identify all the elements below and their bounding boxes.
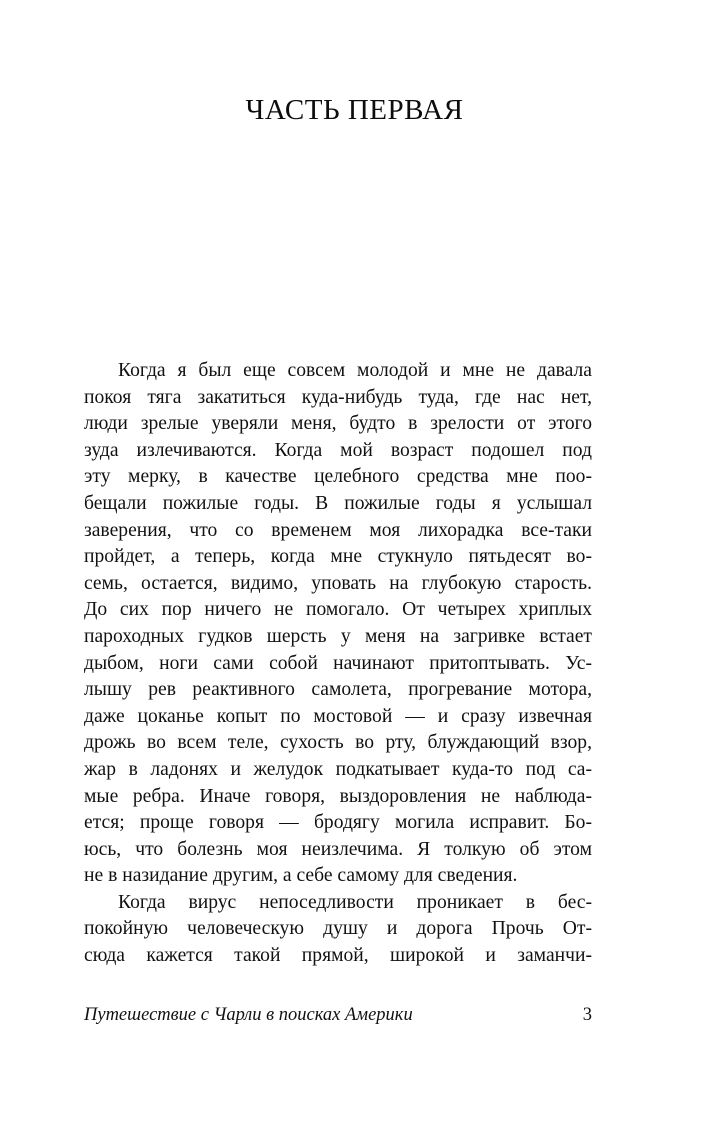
running-title: Путешествие с Чарли в поисках Америки <box>84 1005 413 1025</box>
text-line: покойную человеческую душу и дорога Прочь От- <box>84 918 592 940</box>
text-line: сюда кажется такой прямой, широкой и заманчи- <box>84 945 592 967</box>
text-line: пройдет, а теперь, когда мне стукнуло пятьдесят во- <box>84 546 592 568</box>
text-line: семь, остается, видимо, уповать на глубокую старость. <box>84 572 592 594</box>
text-line: жар в ладонях и желудок подкатывает куда-то под са- <box>84 758 592 780</box>
text-line: До сих пор ничего не помогало. От четырех хриплых <box>84 599 592 621</box>
text-line: бещали пожилые годы. В пожилые годы я услышал <box>84 492 592 514</box>
text-line: Когда вирус непоседливости проникает в бес- <box>118 891 592 913</box>
text-line: Когда я был еще совсем молодой и мне не давала <box>118 360 592 381</box>
text-line: эту мерку, в качестве целебного средства мне поо- <box>84 466 592 488</box>
text-line: лышу рев реактивного самолета, прогревание мотора, <box>84 679 592 701</box>
text-line: люди зрелые уверяли меня, будто в зрелости от этого <box>84 413 592 435</box>
text-line: не в назидание другим, а себе самому для сведения. <box>84 865 518 887</box>
paragraph-1 <box>84 358 592 890</box>
text-line: зуда излечиваются. Когда мой возраст подошел под <box>84 439 592 461</box>
text-line: мые ребра. Иначе говоря, выздоровления не наблюда- <box>84 785 592 807</box>
text-line: юсь, что болезнь моя неизлечима. Я толкую об этом <box>84 838 592 860</box>
text-line: ется; проще говоря — бродягу могила исправит. Бо- <box>84 812 592 834</box>
text-line: покоя тяга закатиться куда-нибудь туда, где нас нет, <box>84 386 592 408</box>
text-line: заверения, что со временем моя лихорадка все-таки <box>84 519 592 541</box>
paragraph-2 <box>84 890 592 970</box>
page-number: 3 <box>582 1005 592 1025</box>
text-line: пароходных гудков шерсть у меня на загривке встает <box>84 625 592 647</box>
text-line: дыбом, ноги сами собой начинают притоптывать. Ус- <box>84 652 592 674</box>
text-line: дрожь во всем теле, сухость во рту, блуждающий взор, <box>84 732 592 754</box>
chapter-title: ЧАСТЬ ПЕРВАЯ <box>245 94 464 126</box>
body-text <box>84 358 592 970</box>
text-line: даже цоканье копыт по мостовой — и сразу извечная <box>84 705 592 727</box>
page-footer <box>84 1002 592 1028</box>
